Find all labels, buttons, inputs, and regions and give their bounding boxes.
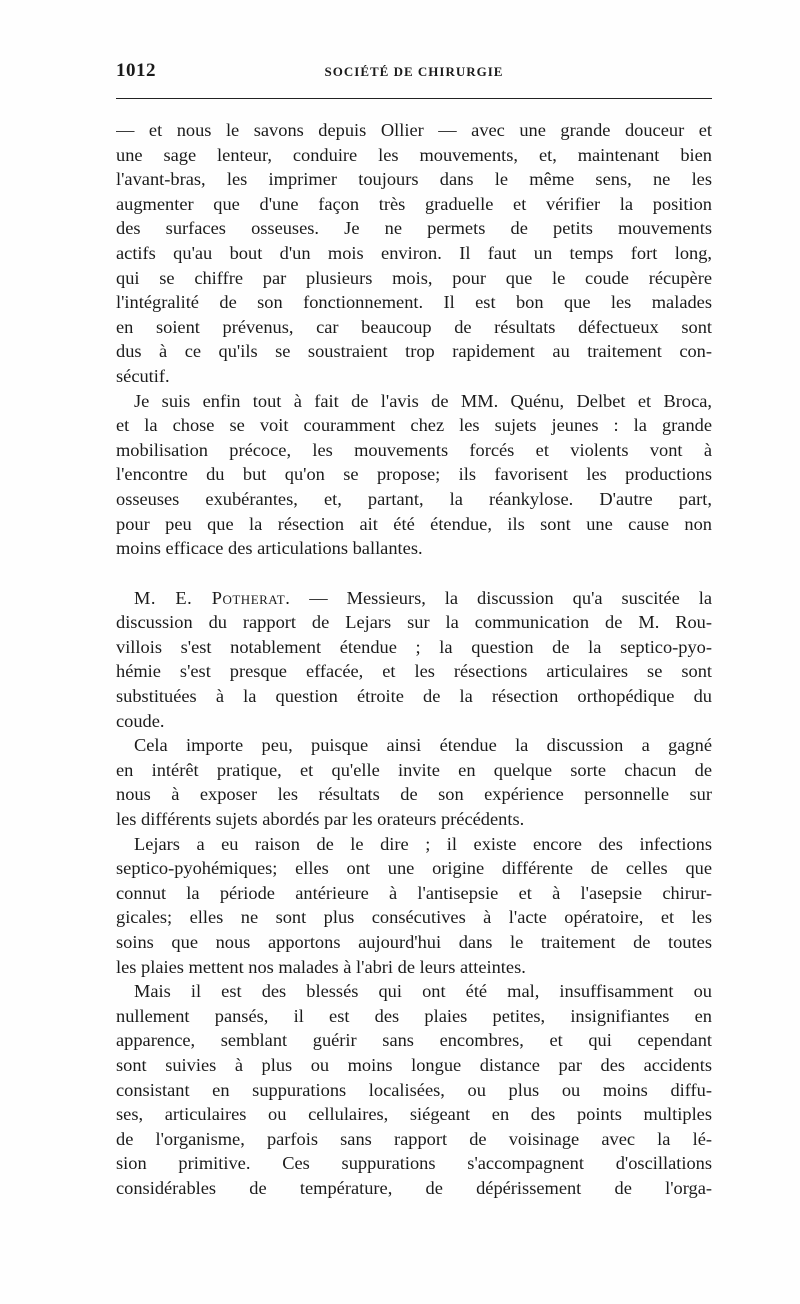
text-line: septico-pyohémiques; elles ont une origine différente de celles que [116, 858, 712, 879]
page-header [116, 60, 712, 90]
page-number: 1012 [116, 60, 156, 81]
text-line: sécutif. [116, 365, 170, 386]
text-line: gicales; elles ne sont plus consécutives à l'acte opératoire, et les [116, 907, 712, 928]
text-line: ses, articulaires ou cellulaires, siégeant en des points multiples [116, 1104, 712, 1125]
text-line: l'avant-bras, les imprimer toujours dans le même sens, ne les [116, 169, 712, 190]
text-line: substituées à la question étroite de la résection orthopédique du [116, 686, 712, 707]
text-line: Lejars a eu raison de le dire ; il existe encore des infections [134, 833, 712, 854]
text-line: mobilisation précoce, les mouvements forcés et violents vont à [116, 439, 712, 460]
text-line: connut la période antérieure à l'antisepsie et à l'asepsie chirur- [116, 882, 712, 903]
paragraph-2 [116, 389, 712, 561]
text-line: les différents sujets abordés par les orateurs précédents. [116, 809, 525, 830]
text-line: augmenter que d'une façon très graduelle et vérifier la position [116, 193, 712, 214]
text-line: soins que nous apportons aujourd'hui dans le traitement de toutes [116, 932, 712, 952]
text-line: apparence, semblant guérir sans encombres, et qui cependant [116, 1030, 712, 1051]
text-line: discussion du rapport de Lejars sur la communication de M. Rou- [116, 612, 712, 633]
text-line: dus à ce qu'ils se soustraient trop rapidement au traitement con- [116, 341, 712, 362]
text-line: coude. [116, 710, 165, 731]
text-line: l'intégralité de son fonctionnement. Il est bon que les malades [116, 292, 712, 313]
text-line: Cela importe peu, puisque ainsi étendue la discussion a gagné [134, 735, 712, 756]
paragraph-3 [116, 586, 712, 734]
text-line: Mais il est des blessés qui ont été mal, insuffisamment ou [134, 981, 712, 1002]
text-line: consistant en suppurations localisées, ou plus ou moins diffu- [116, 1079, 712, 1100]
text-line: Je suis enfin tout à fait de l'avis de MM. Quénu, Delbet et Broca, [134, 390, 712, 411]
paragraph-1 [116, 118, 712, 389]
paragraph-6 [116, 979, 712, 1200]
text-line: une sage lenteur, conduire les mouvements, et, maintenant bien [116, 144, 712, 165]
text-line: en intérêt pratique, et qu'elle invite en quelque sorte chacun de [116, 759, 712, 780]
text-line: — et nous le savons depuis Ollier — avec une grande douceur et [116, 120, 712, 140]
text-line: actifs qu'au bout d'un mois environ. Il faut un temps fort long, [116, 242, 712, 263]
speaker-name: M. E. Potherat. [134, 587, 291, 608]
text-line: de l'organisme, parfois sans rapport de voisinage avec la lé- [116, 1128, 712, 1149]
text-line: qui se chiffre par plusieurs mois, pour que le coude récupère [116, 267, 712, 288]
running-head: SOCIÉTÉ DE CHIRURGIE [324, 64, 504, 79]
text-line: nullement pansés, il est des plaies petites, insignifiantes en [116, 1005, 712, 1026]
text-line: sont suivies à plus ou moins longue distance par des accidents [116, 1054, 712, 1075]
text-line: villois s'est notablement étendue ; la question de la septico-pyo- [116, 636, 712, 657]
text-line: considérables de température, de dépérissement de l'orga- [116, 1177, 712, 1198]
text-line: les plaies mettent nos malades à l'abri de leurs atteintes. [116, 956, 526, 977]
text-line: des surfaces osseuses. Je ne permets de petits mouvements [116, 218, 712, 239]
paragraph-5 [116, 832, 712, 980]
text-line: sion primitive. Ces suppurations s'accompagnent d'oscillations [116, 1153, 712, 1174]
text-line: nous à exposer les résultats de son expérience personnelle sur [116, 784, 712, 805]
text-line: osseuses exubérantes, et, partant, la réankylose. D'autre part, [116, 488, 712, 509]
text-line: l'encontre du but qu'on se propose; ils favorisent les productions [116, 464, 712, 485]
text-line [116, 586, 712, 611]
header-rule [116, 98, 712, 99]
text-line: hémie s'est presque effacée, et les résections articulaires se sont [116, 661, 712, 682]
body-text [116, 118, 712, 1201]
text-line: et la chose se voit couramment chez les sujets jeunes : la grande [116, 415, 712, 436]
section-gap [116, 561, 712, 586]
text-line: moins efficace des articulations ballantes. [116, 538, 423, 559]
speaker-text: — Messieurs, la discussion qu'a suscitée la [290, 587, 712, 608]
text-line: pour peu que la résection ait été étendue, ils sont une cause non [116, 513, 712, 534]
paragraph-4 [116, 733, 712, 831]
text-line: en soient prévenus, car beaucoup de résultats défectueux sont [116, 316, 712, 337]
